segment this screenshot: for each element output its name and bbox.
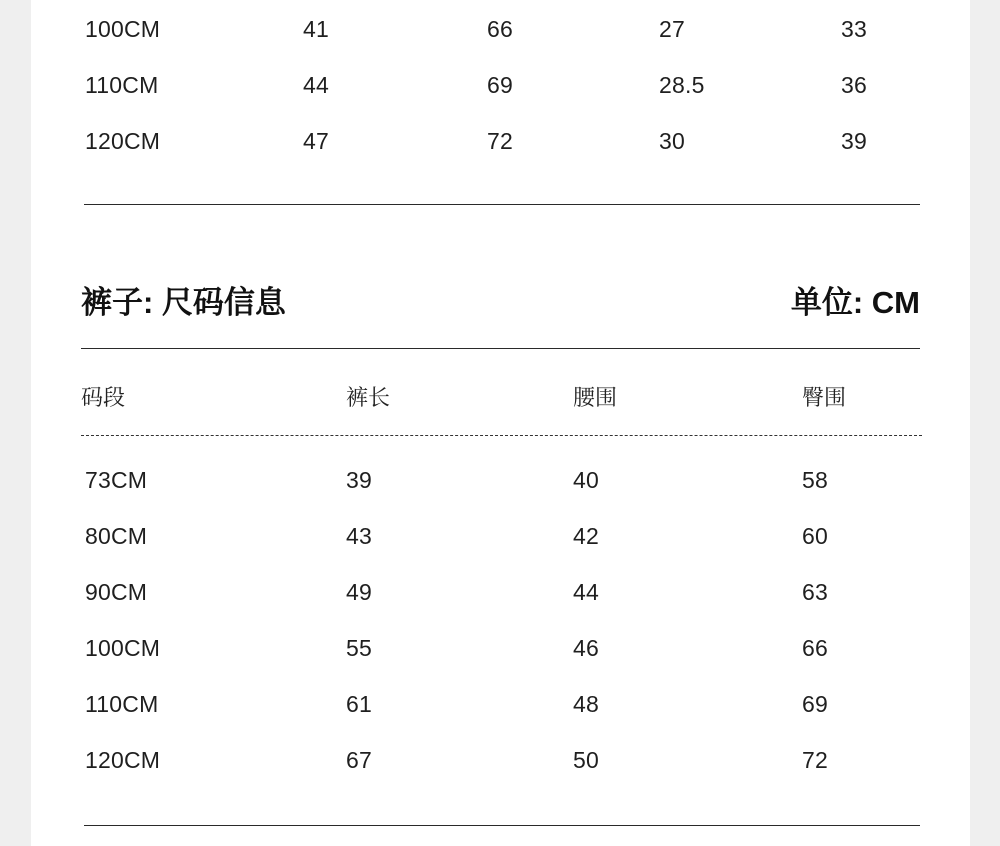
table-row xyxy=(31,744,970,776)
value-cell: 55 xyxy=(346,635,372,661)
table-row xyxy=(31,576,970,608)
unit-label: 单位: CM xyxy=(790,285,920,320)
value-cell: 42 xyxy=(573,523,599,549)
table-row xyxy=(31,13,970,45)
value-cell: 39 xyxy=(346,467,372,493)
column-header-length: 裤长 xyxy=(346,385,391,410)
value-cell: 48 xyxy=(573,691,599,717)
header-top-divider xyxy=(81,348,920,349)
value-cell: 69 xyxy=(487,72,513,98)
column-header-waist: 腰围 xyxy=(573,385,618,410)
value-cell: 36 xyxy=(841,72,867,98)
table-row xyxy=(31,69,970,101)
size-cell: 110CM xyxy=(85,72,159,98)
value-cell: 47 xyxy=(303,128,329,154)
value-cell: 30 xyxy=(659,128,685,154)
section-divider xyxy=(84,204,920,205)
value-cell: 50 xyxy=(573,747,599,773)
size-cell: 110CM xyxy=(85,691,159,717)
header-dashed-divider xyxy=(81,435,922,436)
table-header-row xyxy=(31,382,970,414)
value-cell: 66 xyxy=(487,16,513,42)
value-cell: 28.5 xyxy=(659,72,705,98)
value-cell: 60 xyxy=(802,523,828,549)
value-cell: 41 xyxy=(303,16,329,42)
table-row xyxy=(31,688,970,720)
value-cell: 67 xyxy=(346,747,372,773)
table-bottom-divider xyxy=(84,825,920,826)
value-cell: 40 xyxy=(573,467,599,493)
value-cell: 27 xyxy=(659,16,685,42)
value-cell: 49 xyxy=(346,579,372,605)
value-cell: 39 xyxy=(841,128,867,154)
value-cell: 61 xyxy=(346,691,372,717)
size-cell: 90CM xyxy=(85,579,148,605)
size-cell: 80CM xyxy=(85,523,148,549)
value-cell: 33 xyxy=(841,16,867,42)
size-cell: 73CM xyxy=(85,467,148,493)
size-cell: 100CM xyxy=(85,16,161,42)
size-cell: 100CM xyxy=(85,635,161,661)
section-title: 裤子: 尺码信息 xyxy=(81,285,286,320)
value-cell: 72 xyxy=(487,128,513,154)
size-cell: 120CM xyxy=(85,747,161,773)
value-cell: 66 xyxy=(802,635,828,661)
table-row xyxy=(31,520,970,552)
value-cell: 63 xyxy=(802,579,828,605)
value-cell: 43 xyxy=(346,523,372,549)
table-row xyxy=(31,632,970,664)
value-cell: 58 xyxy=(802,467,828,493)
table-row xyxy=(31,125,970,157)
size-chart-card xyxy=(31,0,970,846)
value-cell: 44 xyxy=(573,579,599,605)
column-header-hip: 臀围 xyxy=(802,385,847,410)
value-cell: 46 xyxy=(573,635,599,661)
value-cell: 72 xyxy=(802,747,828,773)
value-cell: 69 xyxy=(802,691,828,717)
size-cell: 120CM xyxy=(85,128,161,154)
value-cell: 44 xyxy=(303,72,329,98)
column-header-size: 码段 xyxy=(81,385,126,410)
table-row xyxy=(31,464,970,496)
